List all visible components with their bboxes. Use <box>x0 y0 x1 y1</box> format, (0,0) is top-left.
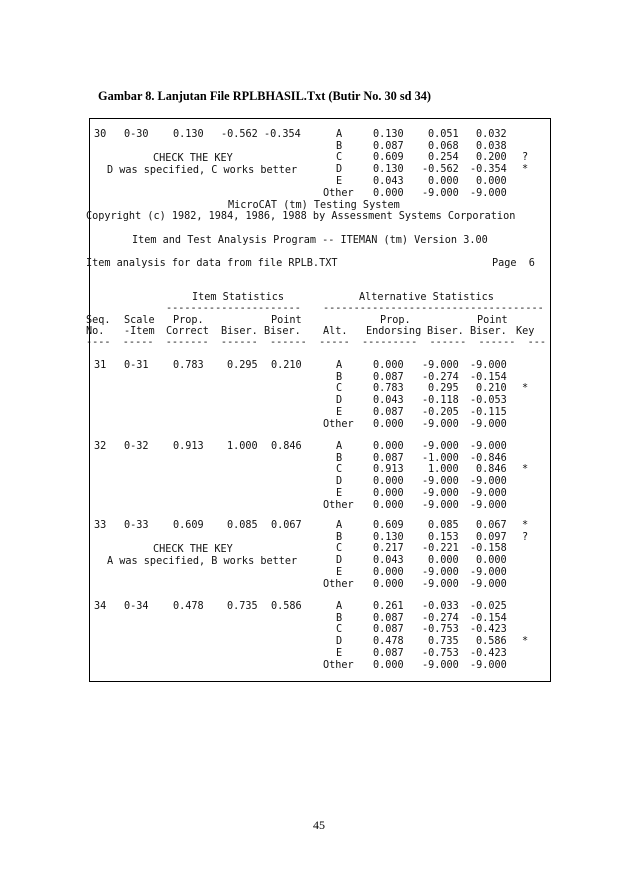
item31-alt-label: E <box>336 406 343 418</box>
item33-alt-label: B <box>336 531 343 543</box>
item34-alt-key: * <box>522 636 529 648</box>
item30-alt-point-biser: 0.038 <box>476 140 507 152</box>
item33-prop-correct: 0.609 <box>173 520 204 531</box>
item31-biser: 0.295 <box>227 360 258 371</box>
item33-alt-key: ? <box>522 531 529 543</box>
item34-alt-prop: 0.261 <box>373 601 404 612</box>
col-pbiser-2: Biser. <box>264 326 301 337</box>
item31-alt-key: * <box>522 383 529 395</box>
item30-alt-point-biser: 0.032 <box>476 129 507 140</box>
item34-alt-label: C <box>336 624 343 636</box>
item33-alt-biser: 0.085 <box>428 520 459 531</box>
item33-alt-point-biser: -9.000 <box>470 578 507 590</box>
item30-alt-biser: -0.562 <box>422 164 459 176</box>
item30-alt-point-biser: -9.000 <box>470 187 507 199</box>
item30-alt-biser: -9.000 <box>422 187 459 199</box>
item34-alt-biser: -0.753 <box>422 647 459 659</box>
item34-alt-point-biser: -0.154 <box>470 612 507 624</box>
item31-alt-label: D <box>336 395 343 407</box>
item32-alt-biser: -9.000 <box>422 487 459 499</box>
item33-alt-point-biser: -0.158 <box>470 543 507 555</box>
item30-alt-label: D <box>336 164 343 176</box>
item32-alt-label: B <box>336 452 343 464</box>
col-apbiser-2: Biser. <box>470 326 507 337</box>
col-alt-2: Alt. <box>323 326 348 337</box>
item32-alt-prop: 0.000 <box>373 487 404 499</box>
item30-alt-label: Other <box>323 187 354 199</box>
item31-alt-prop: 0.087 <box>373 371 404 383</box>
item34-alt-point-biser: -0.423 <box>470 647 507 659</box>
item31-alt-biser: -0.118 <box>422 395 459 407</box>
item32-alt-prop: 0.000 <box>373 476 404 488</box>
item31-alt-prop: 0.000 <box>373 418 404 430</box>
item31-alt-biser: -9.000 <box>422 418 459 430</box>
item32-alt-point-biser: -9.000 <box>470 487 507 499</box>
item34-alt-biser: -0.033 <box>422 601 459 612</box>
item33-alt-prop: 0.000 <box>373 566 404 578</box>
item33-alt-label: D <box>336 555 343 567</box>
item33-alt-point-biser: 0.067 <box>476 520 507 531</box>
item32-alt-biser: 1.000 <box>428 464 459 476</box>
item33-alt-biser: 0.153 <box>428 531 459 543</box>
item33-alt-point-biser: 0.097 <box>476 531 507 543</box>
item31-alt-point-biser: -0.115 <box>470 406 507 418</box>
item33-alt-point-biser: 0.000 <box>476 555 507 567</box>
item33-key-note: A was specified, B works better <box>107 556 298 567</box>
col-aprop-2: Endorsing <box>366 326 422 337</box>
item31-alt-point-biser: -9.000 <box>470 360 507 371</box>
item32-alt-label: A <box>336 441 343 452</box>
item-statistics-heading: Item Statistics <box>192 292 285 303</box>
item34-alt-biser: -0.274 <box>422 612 459 624</box>
item30-alt-prop: 0.609 <box>373 152 404 164</box>
header-underline: ---- ----- ------- ------ ------ ----- --------- ------ ------ --- <box>86 337 547 348</box>
item31-point-biser: 0.210 <box>271 360 302 371</box>
iteman-output-frame <box>86 118 551 682</box>
item31-alt-point-biser: -0.053 <box>470 395 507 407</box>
col-biser-2: Biser. <box>221 326 258 337</box>
item34-alt-label: E <box>336 647 343 659</box>
item32-alt-prop: 0.087 <box>373 452 404 464</box>
item32-alt-biser: -9.000 <box>422 441 459 452</box>
item32-alt-biser: -9.000 <box>422 499 459 511</box>
item31-alt-prop: 0.000 <box>373 360 404 371</box>
item32-alt-point-biser: 0.846 <box>476 464 507 476</box>
item31-alt-prop: 0.043 <box>373 395 404 407</box>
item33-alt-biser: -9.000 <box>422 578 459 590</box>
item31-alt-prop: 0.783 <box>373 383 404 395</box>
file-label: Item analysis for data from file RPLB.TXT <box>86 258 338 269</box>
item32-alt-label: C <box>336 464 343 476</box>
item34-alt-label: Other <box>323 659 354 671</box>
item32-alt-point-biser: -9.000 <box>470 441 507 452</box>
col-seq-1: Seq. <box>86 315 111 326</box>
item33-alt-label: Other <box>323 578 354 590</box>
item30-alt-biser: 0.051 <box>428 129 459 140</box>
item32-seq: 32 <box>94 441 107 452</box>
item31-alt-label: Other <box>323 418 354 430</box>
item33-alt-prop: 0.043 <box>373 555 404 567</box>
item34-alt-prop: 0.000 <box>373 659 404 671</box>
item30-alt-prop: 0.043 <box>373 175 404 187</box>
item32-alt-key: * <box>522 464 529 476</box>
item30-alt-biser: 0.068 <box>428 140 459 152</box>
item34-alt-point-biser: -9.000 <box>470 659 507 671</box>
item32-alt-point-biser: -9.000 <box>470 499 507 511</box>
item33-check-key: CHECK THE KEY <box>153 544 233 555</box>
item31-alt-biser: 0.295 <box>428 383 459 395</box>
item31-alt-label: B <box>336 371 343 383</box>
item32-alt-label: D <box>336 476 343 488</box>
item31-alt-point-biser: -9.000 <box>470 418 507 430</box>
item30-alt-prop: 0.130 <box>373 164 404 176</box>
item32-alt-point-biser: -0.846 <box>470 452 507 464</box>
item32-alt-label: Other <box>323 499 354 511</box>
page-number: 45 <box>313 818 325 832</box>
item33-alt-prop: 0.609 <box>373 520 404 531</box>
col-scale-1: Scale <box>124 315 155 326</box>
item30-alt-label: B <box>336 140 343 152</box>
item32-alt-biser: -9.000 <box>422 476 459 488</box>
col-aprop-1: Prop. <box>380 315 411 326</box>
item30-alt-key: ? <box>522 152 529 164</box>
item31-alt-prop: 0.087 <box>373 406 404 418</box>
item34-scale: 0-34 <box>124 601 149 612</box>
item32-alt-prop: 0.000 <box>373 441 404 452</box>
item32-point-biser: 0.846 <box>271 441 302 452</box>
item34-alt-prop: 0.478 <box>373 636 404 648</box>
copyright: Copyright (c) 1982, 1984, 1986, 1988 by Assessment Systems Corporation <box>86 211 516 222</box>
item33-point-biser: 0.067 <box>271 520 302 531</box>
item30-key-note: D was specified, C works better <box>107 165 298 176</box>
item34-alt-label: B <box>336 612 343 624</box>
item30-alt-biser: 0.254 <box>428 152 459 164</box>
item30-alt-prop: 0.130 <box>373 129 404 140</box>
item-stats-rule: ---------------------- <box>166 303 301 314</box>
item34-alt-prop: 0.087 <box>373 612 404 624</box>
item33-alt-prop: 0.000 <box>373 578 404 590</box>
item30-alt-prop: 0.087 <box>373 140 404 152</box>
item31-prop-correct: 0.783 <box>173 360 204 371</box>
item31-alt-biser: -9.000 <box>422 360 459 371</box>
item34-prop-correct: 0.478 <box>173 601 204 612</box>
item34-alt-prop: 0.087 <box>373 624 404 636</box>
item34-alt-point-biser: 0.586 <box>476 636 507 648</box>
col-prop-2: Correct <box>166 326 209 337</box>
item30-scale: 0-30 <box>124 129 149 140</box>
item31-alt-biser: -0.274 <box>422 371 459 383</box>
item30-alt-label: E <box>336 175 343 187</box>
item33-seq: 33 <box>94 520 107 531</box>
item33-alt-label: A <box>336 520 343 531</box>
item33-alt-label: E <box>336 566 343 578</box>
item32-scale: 0-32 <box>124 441 149 452</box>
item30-alt-label: C <box>336 152 343 164</box>
col-abiser-2: Biser. <box>427 326 464 337</box>
item34-alt-biser: -9.000 <box>422 659 459 671</box>
col-apbiser-1: Point <box>477 315 508 326</box>
item31-alt-point-biser: 0.210 <box>476 383 507 395</box>
item34-seq: 34 <box>94 601 107 612</box>
item31-alt-label: A <box>336 360 343 371</box>
item34-alt-prop: 0.087 <box>373 647 404 659</box>
alt-stats-rule: ------------------------------------ <box>323 303 544 314</box>
item31-alt-biser: -0.205 <box>422 406 459 418</box>
col-scale-2: -Item <box>124 326 155 337</box>
item34-alt-label: D <box>336 636 343 648</box>
item34-alt-point-biser: -0.025 <box>470 601 507 612</box>
col-pbiser-1: Point <box>271 315 302 326</box>
item32-biser: 1.000 <box>227 441 258 452</box>
item32-alt-biser: -1.000 <box>422 452 459 464</box>
col-prop-1: Prop. <box>173 315 204 326</box>
item34-biser: 0.735 <box>227 601 258 612</box>
item30-alt-biser: 0.000 <box>428 175 459 187</box>
item30-alt-key: * <box>522 164 529 176</box>
item30-alt-point-biser: -0.354 <box>470 164 507 176</box>
item33-alt-prop: 0.130 <box>373 531 404 543</box>
item31-seq: 31 <box>94 360 107 371</box>
alternative-statistics-heading: Alternative Statistics <box>359 292 494 303</box>
item34-alt-biser: 0.735 <box>428 636 459 648</box>
item34-alt-point-biser: -0.423 <box>470 624 507 636</box>
item33-alt-point-biser: -9.000 <box>470 566 507 578</box>
item30-alt-label: A <box>336 129 343 140</box>
item30-check-key: CHECK THE KEY <box>153 153 233 164</box>
program-name: MicroCAT (tm) Testing System <box>228 200 400 211</box>
item34-alt-biser: -0.753 <box>422 624 459 636</box>
page-indicator: Page 6 <box>492 258 535 269</box>
item33-alt-biser: -9.000 <box>422 566 459 578</box>
item33-alt-biser: 0.000 <box>428 555 459 567</box>
item30-pbiser: -0.354 <box>264 129 301 140</box>
item32-alt-prop: 0.913 <box>373 464 404 476</box>
item33-alt-key: * <box>522 520 529 531</box>
item31-scale: 0-31 <box>124 360 149 371</box>
item33-alt-biser: -0.221 <box>422 543 459 555</box>
col-key-2: Key <box>516 326 535 337</box>
item32-alt-label: E <box>336 487 343 499</box>
item33-alt-prop: 0.217 <box>373 543 404 555</box>
item30-alt-point-biser: 0.200 <box>476 152 507 164</box>
item33-biser: 0.085 <box>227 520 258 531</box>
item30-prop: 0.130 <box>173 129 204 140</box>
item33-scale: 0-33 <box>124 520 149 531</box>
item33-alt-label: C <box>336 543 343 555</box>
report-title: Item and Test Analysis Program -- ITEMAN (tm) Version 3.00 <box>132 235 488 246</box>
item31-alt-label: C <box>336 383 343 395</box>
item34-point-biser: 0.586 <box>271 601 302 612</box>
item30-biser: -0.562 <box>221 129 258 140</box>
col-seq-2: No. <box>86 326 105 337</box>
item32-prop-correct: 0.913 <box>173 441 204 452</box>
item30-alt-prop: 0.000 <box>373 187 404 199</box>
item30-seq: 30 <box>94 129 107 140</box>
item34-alt-label: A <box>336 601 343 612</box>
item32-alt-point-biser: -9.000 <box>470 476 507 488</box>
item32-alt-prop: 0.000 <box>373 499 404 511</box>
figure-caption: Gambar 8. Lanjutan File RPLBHASIL.Txt (Butir No. 30 sd 34) <box>98 89 431 103</box>
item30-alt-point-biser: 0.000 <box>476 175 507 187</box>
item31-alt-point-biser: -0.154 <box>470 371 507 383</box>
